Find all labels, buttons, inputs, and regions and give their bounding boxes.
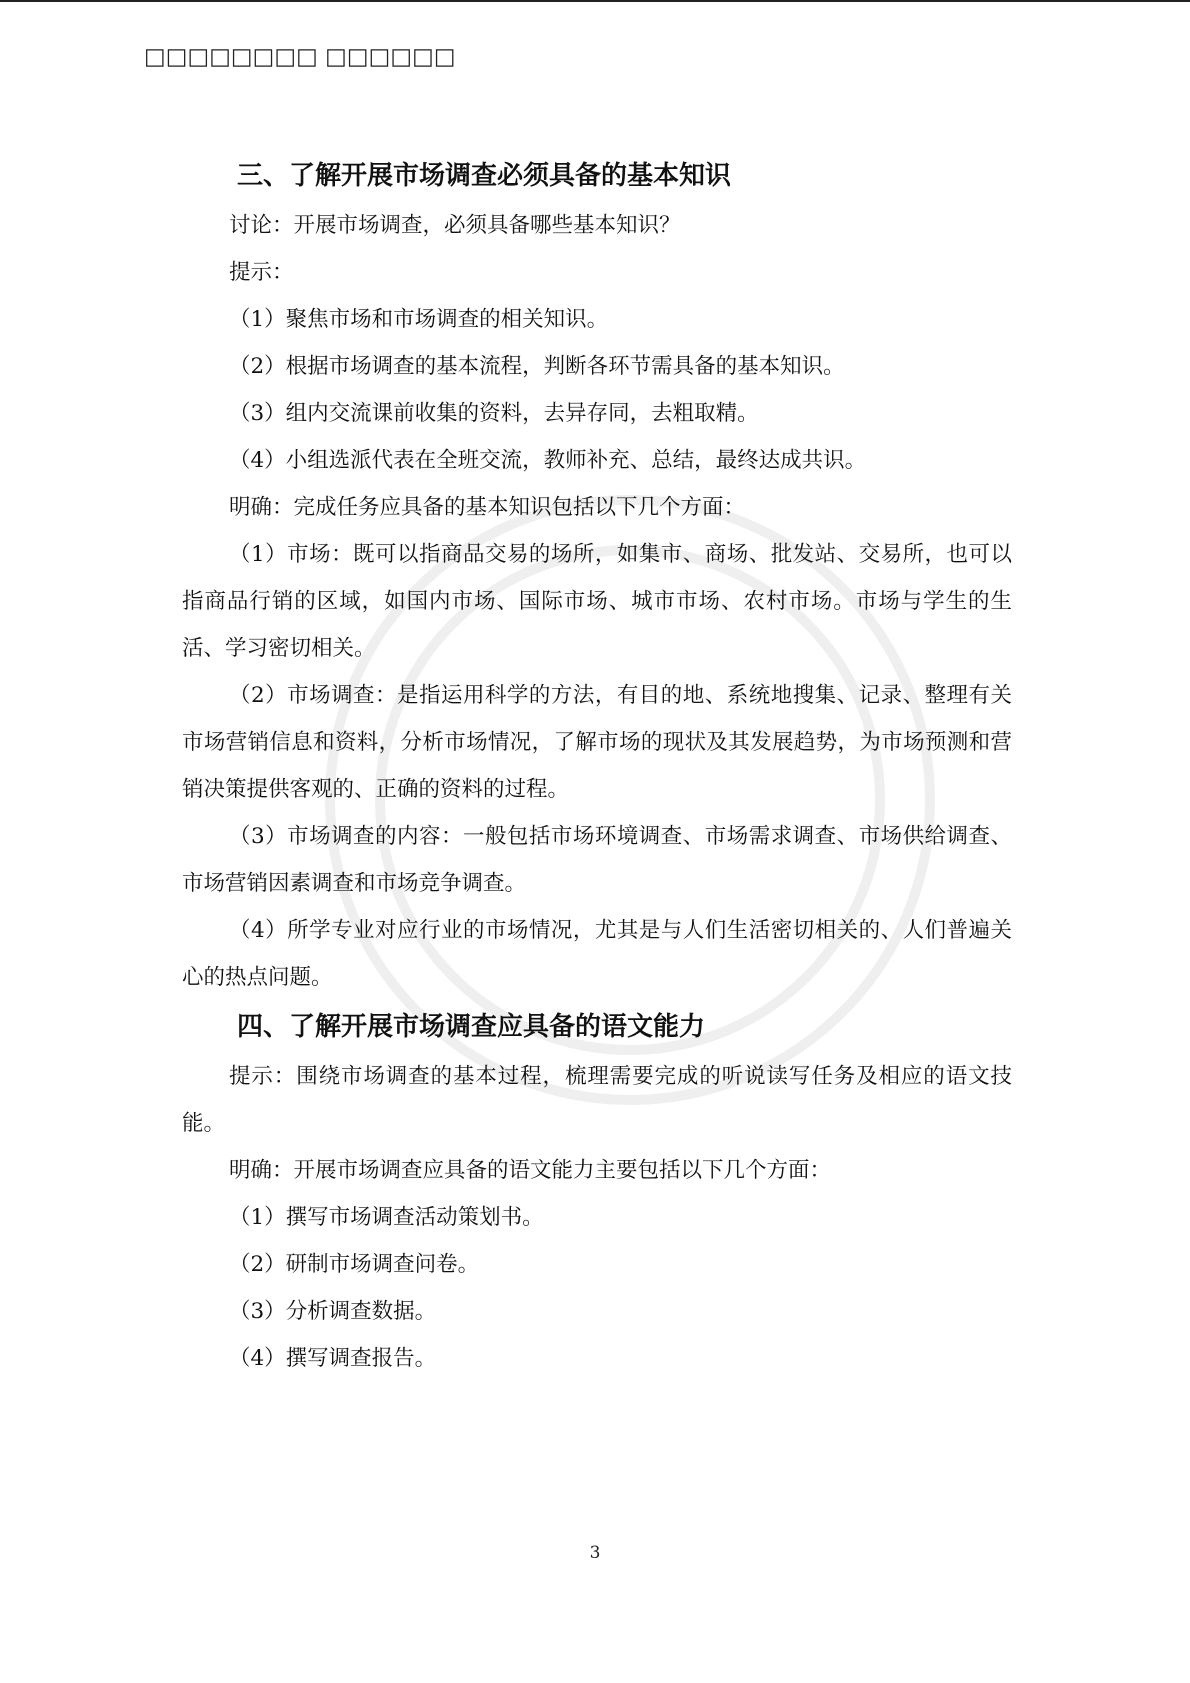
knowledge-item-3: （3）市场调查的内容：一般包括市场环境调查、市场需求调查、市场供给调查、市场营销因素调查和市场竞争调查。 <box>182 824 1012 896</box>
running-header: □□□□□□□□ □□□□□□ <box>144 44 456 70</box>
knowledge-item-2: （2）市场调查：是指运用科学的方法，有目的地、系统地搜集、记录、整理有关市场营销信息和资料，分析市场情况，了解市场的现状及其发展趋势，为市场预测和营销决策提供客观的、正确的资料的过程。 <box>182 683 1012 802</box>
section-3-paragraphs <box>182 202 1012 1001</box>
section-4-clarification: 明确：开展市场调查应具备的语文能力主要包括以下几个方面： <box>229 1158 832 1183</box>
hint-item-4: （4）小组选派代表在全班交流，教师补充、总结，最终达成共识。 <box>229 448 867 473</box>
section-3-heading: 三、了解开展市场调查必须具备的基本知识 <box>237 161 732 191</box>
ability-item-4: （4）撰写调查报告。 <box>229 1346 437 1371</box>
knowledge-item-1: （1）市场：既可以指商品交易的场所，如集市、商场、批发站、交易所，也可以指商品行销的区域，如国内市场、国际市场、城市市场、农村市场。市场与学生的生活、学习密切相关。 <box>182 542 1012 661</box>
ability-item-2: （2）研制市场调查问卷。 <box>229 1252 480 1277</box>
section-4-hint: 提示：围绕市场调查的基本过程，梳理需要完成的听说读写任务及相应的语文技能。 <box>182 1064 1012 1136</box>
ability-item-3: （3）分析调查数据。 <box>229 1299 437 1324</box>
clarification-intro: 明确：完成任务应具备的基本知识包括以下几个方面： <box>229 495 746 520</box>
top-rule <box>0 0 1190 2</box>
document-body <box>182 150 1012 1382</box>
page-number: 3 <box>589 1543 601 1563</box>
ability-item-1: （1）撰写市场调查活动策划书。 <box>229 1205 544 1230</box>
hint-item-2: （2）根据市场调查的基本流程，判断各环节需具备的基本知识。 <box>229 354 845 379</box>
hint-label: 提示： <box>229 260 294 285</box>
discussion-question: 讨论：开展市场调查，必须具备哪些基本知识？ <box>229 213 681 238</box>
hint-item-1: （1）聚焦市场和市场调查的相关知识。 <box>229 307 609 332</box>
knowledge-item-4: （4）所学专业对应行业的市场情况，尤其是与人们生活密切相关的、人们普遍关心的热点问题。 <box>182 918 1012 990</box>
hint-item-3: （3）组内交流课前收集的资料，去异存同，去粗取精。 <box>229 401 759 426</box>
section-4-paragraphs <box>182 1053 1012 1382</box>
section-4-heading: 四、了解开展市场调查应具备的语文能力 <box>237 1012 706 1042</box>
